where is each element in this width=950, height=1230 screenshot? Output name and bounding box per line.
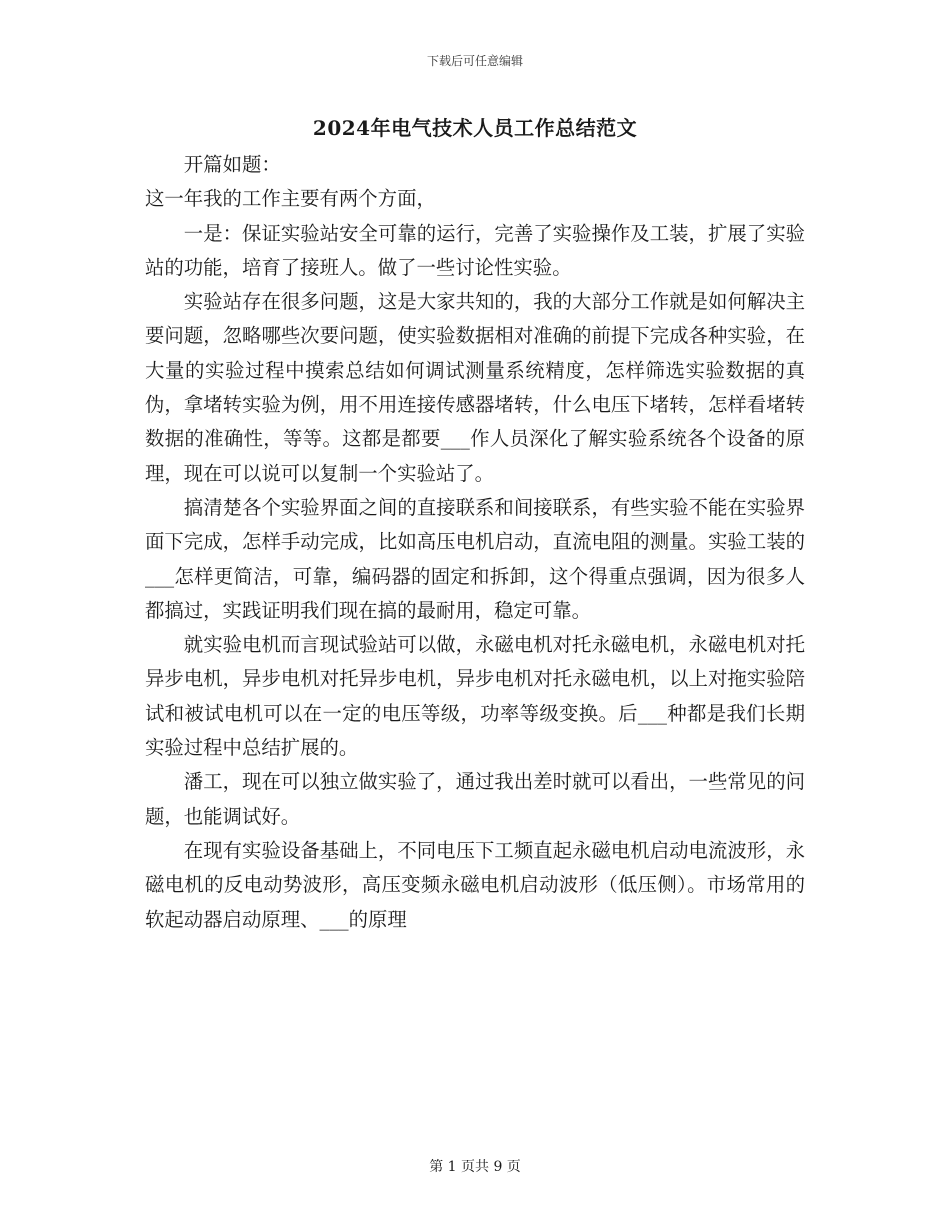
paragraph-first-aspect: 一是：保证实验站安全可靠的运行，完善了实验操作及工装，扩展了实验站的功能，培育了接班人。做了一些讨论性实验。 [145, 221, 805, 279]
document-body [145, 148, 805, 937]
paragraph-intro: 这一年我的工作主要有两个方面， [145, 187, 436, 211]
paragraph-equipment: 在现有实验设备基础上，不同电压下工频直起永磁电机启动电流波形，永磁电机的反电动势波形，高压变频永磁电机启动波形（低压侧）。市场常用的软起动器启动原理、___的原理 [145, 838, 805, 931]
paragraph-problems: 实验站存在很多问题，这是大家共知的，我的大部分工作就是如何解决主要问题，忽略哪些次要问题，使实验数据相对准确的前提下完成各种实验，在大量的实验过程中摸索总结如何调试测量系统精度，怎样筛选实验数据的真伪，拿堵转实验为例，用不用连接传感器堵转，什么电压下堵转，怎样看堵转数据的准确性，等等。这都是都要___作人员深化了解实验系统各个设备的原理，现在可以说可以复制一个实验站了。 [145, 290, 805, 485]
paragraph-opening: 开篇如题： [183, 153, 281, 176]
header-note: 下载后可任意编辑 [426, 54, 523, 68]
paragraph-interfaces: 搞清楚各个实验界面之间的直接联系和间接联系，有些实验不能在实验界面下完成，怎样手动完成，比如高压电机启动，直流电阻的测量。实验工装的___怎样更简洁，可靠，编码器的固定和拆卸，这个得重点强调，因为很多人都搞过，实践证明我们现在搞的最耐用，稳定可靠。 [145, 495, 805, 622]
paragraph-motors: 就实验电机而言现试验站可以做，永磁电机对托永磁电机，永磁电机对托异步电机，异步电机对托异步电机，异步电机对托永磁电机，以上对拖实验陪试和被试电机可以在一定的电压等级，功率等级变换。后___种都是我们长期实验过程中总结扩展的。 [145, 633, 805, 760]
paragraph-pan: 潘工，现在可以独立做实验了，通过我出差时就可以看出，一些常见的问题，也能调试好。 [145, 770, 805, 828]
page-footer: 第 1 页共 9 页 [429, 1159, 521, 1175]
document-title: 2024年电气技术人员工作总结范文 [312, 116, 638, 140]
